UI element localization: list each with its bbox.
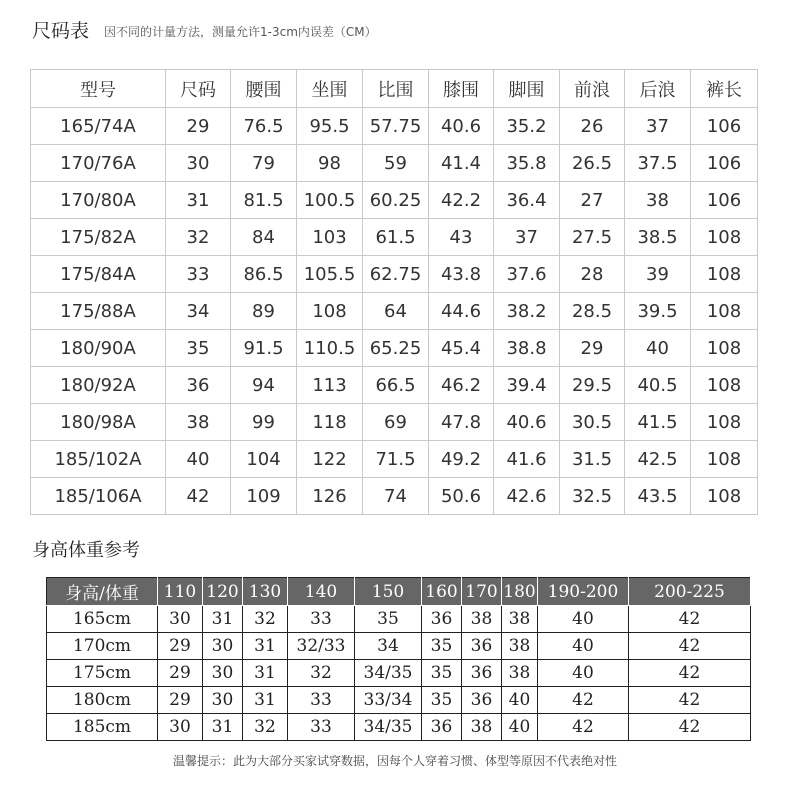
table-row [47, 606, 751, 633]
table-cell: 33 [166, 256, 231, 293]
table-cell: 40.5 [625, 367, 691, 404]
height-weight-title: 身高体重参考 [32, 540, 140, 561]
table-cell: 33 [288, 687, 355, 714]
table-cell: 104 [231, 441, 297, 478]
table-cell: 38.8 [494, 330, 560, 367]
table-cell: 30 [203, 660, 243, 687]
table-row [31, 367, 758, 404]
column-header: 120 [203, 578, 243, 606]
table-cell: 31.5 [560, 441, 625, 478]
table-cell: 41.4 [429, 145, 494, 182]
table-cell: 33 [288, 606, 355, 633]
column-header: 190-200 [538, 578, 629, 606]
table-cell: 69 [363, 404, 429, 441]
table-cell: 45.4 [429, 330, 494, 367]
table-cell: 36 [462, 687, 502, 714]
table-cell: 38.2 [494, 293, 560, 330]
table-cell: 175/84A [31, 256, 166, 293]
table-cell: 29 [158, 687, 203, 714]
table-cell: 28.5 [560, 293, 625, 330]
table-cell: 39.5 [625, 293, 691, 330]
table-cell: 84 [231, 219, 297, 256]
table-cell: 185/102A [31, 441, 166, 478]
column-header: 130 [243, 578, 288, 606]
column-header: 200-225 [629, 578, 751, 606]
table-cell: 42 [538, 714, 629, 741]
table-cell: 165cm [47, 606, 158, 633]
table-cell: 35 [166, 330, 231, 367]
size-chart-title: 尺码表 [32, 20, 90, 42]
table-cell: 32 [243, 606, 288, 633]
table-cell: 30 [158, 714, 203, 741]
table-cell: 31 [243, 687, 288, 714]
table-cell: 35.2 [494, 108, 560, 145]
column-header: 尺码 [166, 70, 231, 108]
column-header: 身高/体重 [47, 578, 158, 606]
column-header: 脚围 [494, 70, 560, 108]
table-cell: 76.5 [231, 108, 297, 145]
table-cell: 46.2 [429, 367, 494, 404]
table-cell: 38 [502, 606, 538, 633]
column-header: 150 [355, 578, 422, 606]
table-cell: 35 [422, 633, 462, 660]
table-cell: 35 [422, 660, 462, 687]
table-cell: 32 [243, 714, 288, 741]
table-cell: 35 [422, 687, 462, 714]
table-row [31, 145, 758, 182]
table-row [31, 182, 758, 219]
table-cell: 36 [462, 633, 502, 660]
table-cell: 180/90A [31, 330, 166, 367]
table-cell: 44.6 [429, 293, 494, 330]
table-cell: 34/35 [355, 660, 422, 687]
table-cell: 42 [538, 687, 629, 714]
table-cell: 47.8 [429, 404, 494, 441]
table-cell: 180/98A [31, 404, 166, 441]
column-header: 比围 [363, 70, 429, 108]
table-cell: 35 [355, 606, 422, 633]
table-cell: 105.5 [297, 256, 363, 293]
table-cell: 50.6 [429, 478, 494, 515]
table-cell: 40 [502, 687, 538, 714]
table-cell: 185/106A [31, 478, 166, 515]
table-row [31, 441, 758, 478]
column-header: 后浪 [625, 70, 691, 108]
table-cell: 33/34 [355, 687, 422, 714]
table-cell: 30.5 [560, 404, 625, 441]
table-cell: 106 [691, 108, 758, 145]
table-header-row [31, 70, 758, 108]
table-cell: 37 [625, 108, 691, 145]
column-header: 170 [462, 578, 502, 606]
table-row [31, 219, 758, 256]
table-cell: 118 [297, 404, 363, 441]
table-cell: 31 [166, 182, 231, 219]
column-header: 型号 [31, 70, 166, 108]
table-row [47, 714, 751, 741]
table-cell: 40.6 [494, 404, 560, 441]
table-cell: 108 [691, 367, 758, 404]
table-cell: 30 [203, 687, 243, 714]
table-cell: 41.6 [494, 441, 560, 478]
table-row [47, 687, 751, 714]
table-cell: 95.5 [297, 108, 363, 145]
table-cell: 89 [231, 293, 297, 330]
table-cell: 36 [422, 606, 462, 633]
table-row [31, 256, 758, 293]
table-cell: 108 [691, 404, 758, 441]
table-cell: 40 [538, 660, 629, 687]
table-cell: 36 [422, 714, 462, 741]
column-header: 140 [288, 578, 355, 606]
table-cell: 43.5 [625, 478, 691, 515]
table-cell: 32/33 [288, 633, 355, 660]
table-cell: 36 [462, 660, 502, 687]
table-cell: 122 [297, 441, 363, 478]
table-cell: 180/92A [31, 367, 166, 404]
table-cell: 108 [297, 293, 363, 330]
column-header: 腰围 [231, 70, 297, 108]
table-row [47, 633, 751, 660]
table-cell: 33 [288, 714, 355, 741]
table-row [31, 478, 758, 515]
table-cell: 31 [203, 714, 243, 741]
table-cell: 38 [625, 182, 691, 219]
table-cell: 60.25 [363, 182, 429, 219]
table-cell: 34 [166, 293, 231, 330]
table-cell: 42 [629, 606, 751, 633]
table-cell: 126 [297, 478, 363, 515]
table-cell: 32 [288, 660, 355, 687]
table-cell: 71.5 [363, 441, 429, 478]
table-cell: 38 [166, 404, 231, 441]
table-cell: 29 [158, 660, 203, 687]
table-cell: 42.6 [494, 478, 560, 515]
table-cell: 38.5 [625, 219, 691, 256]
column-header: 180 [502, 578, 538, 606]
table-cell: 40 [538, 633, 629, 660]
table-cell: 180cm [47, 687, 158, 714]
table-cell: 91.5 [231, 330, 297, 367]
table-cell: 35.8 [494, 145, 560, 182]
height-weight-table [46, 577, 751, 741]
table-cell: 170cm [47, 633, 158, 660]
table-cell: 31 [203, 606, 243, 633]
column-header: 110 [158, 578, 203, 606]
table-cell: 43.8 [429, 256, 494, 293]
table-cell: 42.5 [625, 441, 691, 478]
table-cell: 106 [691, 182, 758, 219]
table-cell: 40.6 [429, 108, 494, 145]
table-cell: 32.5 [560, 478, 625, 515]
column-header: 160 [422, 578, 462, 606]
table-cell: 110.5 [297, 330, 363, 367]
table-cell: 42 [629, 660, 751, 687]
table-cell: 108 [691, 219, 758, 256]
table-cell: 62.75 [363, 256, 429, 293]
table-cell: 170/76A [31, 145, 166, 182]
table-cell: 175/88A [31, 293, 166, 330]
table-cell: 94 [231, 367, 297, 404]
table-row [31, 330, 758, 367]
table-cell: 106 [691, 145, 758, 182]
table-cell: 108 [691, 478, 758, 515]
table-cell: 175cm [47, 660, 158, 687]
table-cell: 42 [166, 478, 231, 515]
table-cell: 49.2 [429, 441, 494, 478]
table-cell: 29 [166, 108, 231, 145]
table-cell: 34/35 [355, 714, 422, 741]
table-cell: 86.5 [231, 256, 297, 293]
table-cell: 185cm [47, 714, 158, 741]
table-cell: 81.5 [231, 182, 297, 219]
table-cell: 57.75 [363, 108, 429, 145]
table-cell: 108 [691, 293, 758, 330]
table-cell: 29 [560, 330, 625, 367]
table-cell: 40 [502, 714, 538, 741]
table-cell: 39.4 [494, 367, 560, 404]
table-cell: 41.5 [625, 404, 691, 441]
table-cell: 113 [297, 367, 363, 404]
table-cell: 170/80A [31, 182, 166, 219]
table-cell: 42 [629, 687, 751, 714]
table-cell: 36 [166, 367, 231, 404]
table-cell: 59 [363, 145, 429, 182]
table-cell: 38 [502, 633, 538, 660]
table-cell: 61.5 [363, 219, 429, 256]
table-cell: 42 [629, 633, 751, 660]
table-row [47, 660, 751, 687]
table-row [31, 293, 758, 330]
table-cell: 99 [231, 404, 297, 441]
table-cell: 40 [538, 606, 629, 633]
table-row [31, 108, 758, 145]
table-cell: 109 [231, 478, 297, 515]
table-cell: 40 [625, 330, 691, 367]
table-cell: 31 [243, 660, 288, 687]
table-cell: 27 [560, 182, 625, 219]
table-cell: 100.5 [297, 182, 363, 219]
table-cell: 38 [462, 714, 502, 741]
size-chart-table [30, 69, 758, 515]
table-cell: 37.6 [494, 256, 560, 293]
table-cell: 39 [625, 256, 691, 293]
column-header: 前浪 [560, 70, 625, 108]
table-cell: 36.4 [494, 182, 560, 219]
table-cell: 175/82A [31, 219, 166, 256]
footer-tip: 温馨提示：此为大部分买家试穿数据，因每个人穿着习惯、体型等原因不代表绝对性 [172, 754, 617, 768]
table-cell: 31 [243, 633, 288, 660]
table-cell: 40 [166, 441, 231, 478]
table-cell: 66.5 [363, 367, 429, 404]
table-header-row [47, 578, 751, 606]
table-cell: 38 [502, 660, 538, 687]
table-cell: 30 [158, 606, 203, 633]
table-cell: 37.5 [625, 145, 691, 182]
column-header: 膝围 [429, 70, 494, 108]
table-cell: 29 [158, 633, 203, 660]
table-cell: 30 [166, 145, 231, 182]
table-cell: 26 [560, 108, 625, 145]
table-cell: 29.5 [560, 367, 625, 404]
table-cell: 74 [363, 478, 429, 515]
table-cell: 108 [691, 256, 758, 293]
table-cell: 38 [462, 606, 502, 633]
table-cell: 27.5 [560, 219, 625, 256]
table-cell: 26.5 [560, 145, 625, 182]
table-cell: 34 [355, 633, 422, 660]
table-cell: 42.2 [429, 182, 494, 219]
column-header: 裤长 [691, 70, 758, 108]
table-cell: 43 [429, 219, 494, 256]
table-cell: 165/74A [31, 108, 166, 145]
table-cell: 28 [560, 256, 625, 293]
table-row [31, 404, 758, 441]
table-cell: 108 [691, 330, 758, 367]
table-cell: 108 [691, 441, 758, 478]
table-cell: 64 [363, 293, 429, 330]
table-cell: 30 [203, 633, 243, 660]
measurement-note: 因不同的计量方法，测量允许1-3cm内误差（CM） [104, 25, 377, 39]
table-cell: 98 [297, 145, 363, 182]
column-header: 坐围 [297, 70, 363, 108]
table-cell: 32 [166, 219, 231, 256]
table-cell: 103 [297, 219, 363, 256]
table-cell: 42 [629, 714, 751, 741]
table-cell: 79 [231, 145, 297, 182]
table-cell: 65.25 [363, 330, 429, 367]
table-cell: 37 [494, 219, 560, 256]
